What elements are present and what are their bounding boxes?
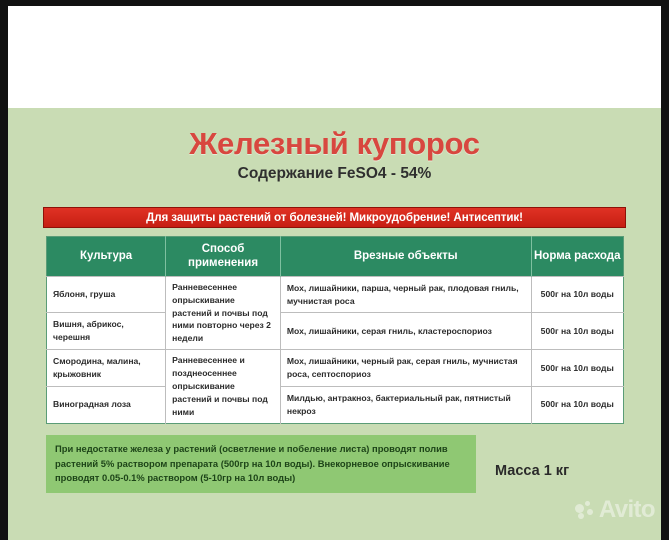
cell-pests: Мох, лишайники, серая гниль, кластероспориоз [280, 313, 531, 350]
avito-dots-icon [575, 501, 596, 519]
cell-pests: Милдью, антракноз, бактериальный рак, пятнистый некроз [280, 386, 531, 423]
claims-banner-text: Для защиты растений от болезней! Микроудобрение! Антисептик! [146, 211, 523, 224]
avito-wordmark: Avito [598, 496, 655, 523]
cell-norm: 500г на 10л воды [531, 386, 623, 423]
product-poster [8, 108, 661, 540]
usage-note-box [46, 435, 476, 493]
cell-culture: Вишня, абрикос, черешня [47, 313, 166, 350]
white-top-band [8, 6, 661, 108]
page-title: Железный купорос [189, 126, 480, 161]
usage-note-text: При недостатке железа у растений (осветление и побеление листа) проводят полив растений 5% раствором препарата (500гр на 10л воды). Внекорневое опрыскивание проводят 0.05-0.1% раствором (5-10гр на 10л воды) [55, 443, 450, 484]
cell-norm: 500г на 10л воды [531, 313, 623, 350]
cell-method: Ранневесеннее опрыскивание растений и почвы под ними повторно через 2 недели [166, 276, 281, 349]
cell-pests: Мох, лишайники, черный рак, серая гниль, мучнистая роса, септоспориоз [280, 350, 531, 387]
cell-culture: Смородина, малина, крыжовник [47, 350, 166, 387]
avito-watermark [575, 498, 655, 522]
cell-pests: Мох, лишайники, парша, черный рак, плодовая гниль, мучнистая роса [280, 276, 531, 313]
subtitle: Содержание FeSO4 - 54% [237, 165, 432, 182]
cell-norm: 500г на 10л воды [531, 350, 623, 387]
table-row [47, 313, 624, 350]
table-row [47, 276, 624, 313]
claims-banner [43, 207, 626, 228]
cell-norm: 500г на 10л воды [531, 276, 623, 313]
cell-culture: Виноградная лоза [47, 386, 166, 423]
application-table [46, 236, 624, 424]
mass-label: Масса 1 кг [495, 463, 570, 479]
column-header-culture: Культура [47, 237, 166, 277]
column-header-method: Способ применения [166, 237, 281, 277]
column-header-pests: Врезные объекты [280, 237, 531, 277]
table-header-row [47, 237, 624, 277]
column-header-norm: Норма расхода [531, 237, 623, 277]
image-frame [8, 6, 661, 540]
table-row [47, 386, 624, 423]
table-row [47, 350, 624, 387]
cell-method: Ранневесеннее и позднеосеннее опрыскивание растений и почвы под ними [166, 350, 281, 423]
cell-culture: Яблоня, груша [47, 276, 166, 313]
